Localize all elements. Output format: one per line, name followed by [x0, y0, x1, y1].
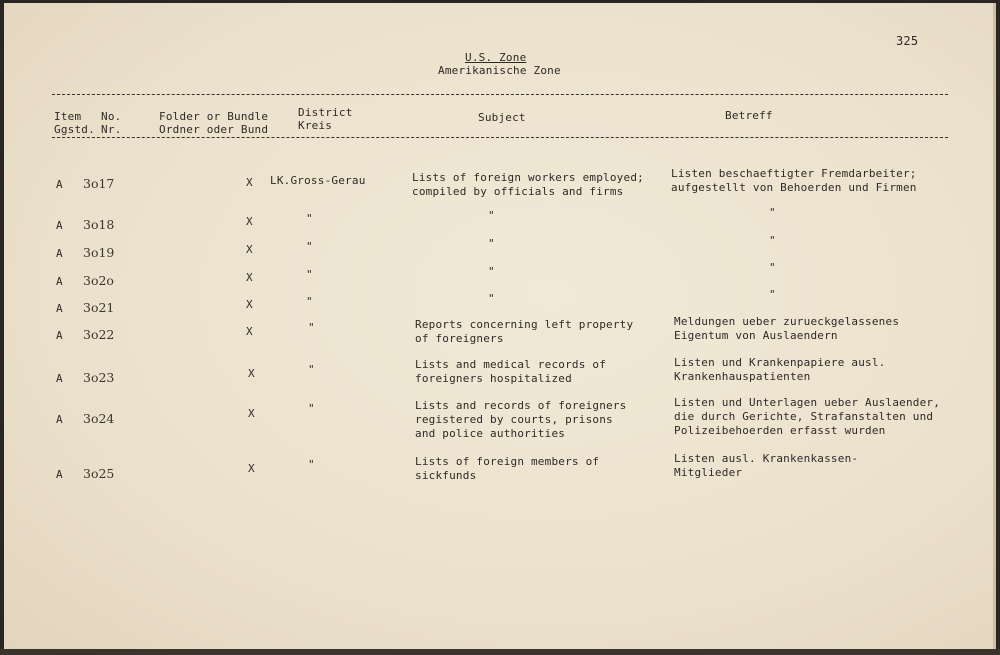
scan-bottom-edge — [0, 649, 1000, 655]
row-folder-mark: X — [246, 243, 253, 256]
row-number: 3o25 — [83, 466, 115, 481]
row-number: 3o2o — [83, 273, 114, 288]
row-district: " — [306, 268, 313, 281]
header-subject: Subject — [478, 111, 526, 124]
header-ordner: Ordner oder Bund — [159, 123, 269, 136]
row-district: " — [308, 458, 315, 471]
row-betreff: " — [769, 261, 776, 274]
row-folder-mark: X — [248, 407, 255, 420]
row-betreff: Listen beschaeftigter Fremdarbeiter; aufgestellt von Behoerden und Firmen — [671, 167, 917, 194]
row-district: " — [306, 240, 313, 253]
row-item: A — [56, 219, 63, 232]
row-folder-mark: X — [246, 215, 253, 228]
row-betreff: Listen und Krankenpapiere ausl. Krankenhauspatienten — [674, 356, 886, 383]
header-district: District — [298, 106, 353, 119]
row-item: A — [56, 247, 63, 260]
row-folder-mark: X — [246, 325, 253, 338]
row-subject: " — [488, 292, 495, 305]
header-bottom-rule — [52, 137, 948, 138]
row-district: LK.Gross-Gerau — [270, 174, 366, 187]
header-no: No. — [101, 110, 122, 123]
row-subject: Reports concerning left property of foreigners — [415, 318, 634, 345]
row-number: 3o23 — [83, 370, 115, 385]
row-item: A — [56, 178, 63, 191]
row-subject: " — [488, 265, 495, 278]
row-betreff: Listen und Unterlagen ueber Auslaender, die durch Gerichte, Strafanstalten und Polizeibehoerden erfasst wurden — [674, 396, 941, 437]
row-district: " — [308, 363, 315, 376]
row-subject: Lists of foreign members of sickfunds — [415, 455, 600, 482]
row-district: " — [306, 212, 313, 225]
row-betreff: " — [769, 288, 776, 301]
row-subject: Lists and records of foreigners registered by courts, prisons and police authorities — [415, 399, 627, 440]
row-number: 3o22 — [83, 327, 115, 342]
row-number: 3o18 — [83, 217, 115, 232]
row-subject: Lists of foreign workers employed; compiled by officials and firms — [412, 171, 644, 198]
row-folder-mark: X — [248, 462, 255, 475]
row-subject: " — [488, 237, 495, 250]
header-betreff: Betreff — [725, 109, 773, 122]
row-betreff: " — [769, 234, 776, 247]
row-item: A — [56, 275, 63, 288]
row-number: 3o19 — [83, 245, 115, 260]
header-kreis: Kreis — [298, 119, 333, 132]
row-item: A — [56, 372, 63, 385]
row-item: A — [56, 468, 63, 481]
header-nr: Nr. — [101, 123, 122, 136]
page-number: 325 — [896, 34, 919, 48]
row-district: " — [308, 321, 315, 334]
zone-title: U.S. Zone — [465, 51, 527, 64]
document-page — [4, 3, 996, 649]
header-top-rule — [52, 94, 948, 95]
row-number: 3o17 — [83, 176, 115, 191]
row-betreff: Meldungen ueber zurueckgelassenes Eigentum von Auslaendern — [674, 315, 900, 342]
row-subject: Lists and medical records of foreigners hospitalized — [415, 358, 607, 385]
row-item: A — [56, 413, 63, 426]
row-item: A — [56, 329, 63, 342]
row-number: 3o21 — [83, 300, 115, 315]
row-district: " — [306, 295, 313, 308]
row-district: " — [308, 402, 315, 415]
zone-subtitle: Amerikanische Zone — [438, 64, 561, 77]
row-item: A — [56, 302, 63, 315]
row-number: 3o24 — [83, 411, 115, 426]
header-folder: Folder or Bundle — [159, 110, 269, 123]
row-betreff: Listen ausl. Krankenkassen- Mitglieder — [674, 452, 859, 479]
header-ggstd: Ggstd. — [54, 123, 95, 136]
row-folder-mark: X — [246, 271, 253, 284]
row-folder-mark: X — [246, 176, 253, 189]
page-edge — [993, 3, 996, 649]
header-item: Item — [54, 110, 82, 123]
row-folder-mark: X — [248, 367, 255, 380]
row-subject: " — [488, 209, 495, 222]
row-betreff: " — [769, 206, 776, 219]
row-folder-mark: X — [246, 298, 253, 311]
